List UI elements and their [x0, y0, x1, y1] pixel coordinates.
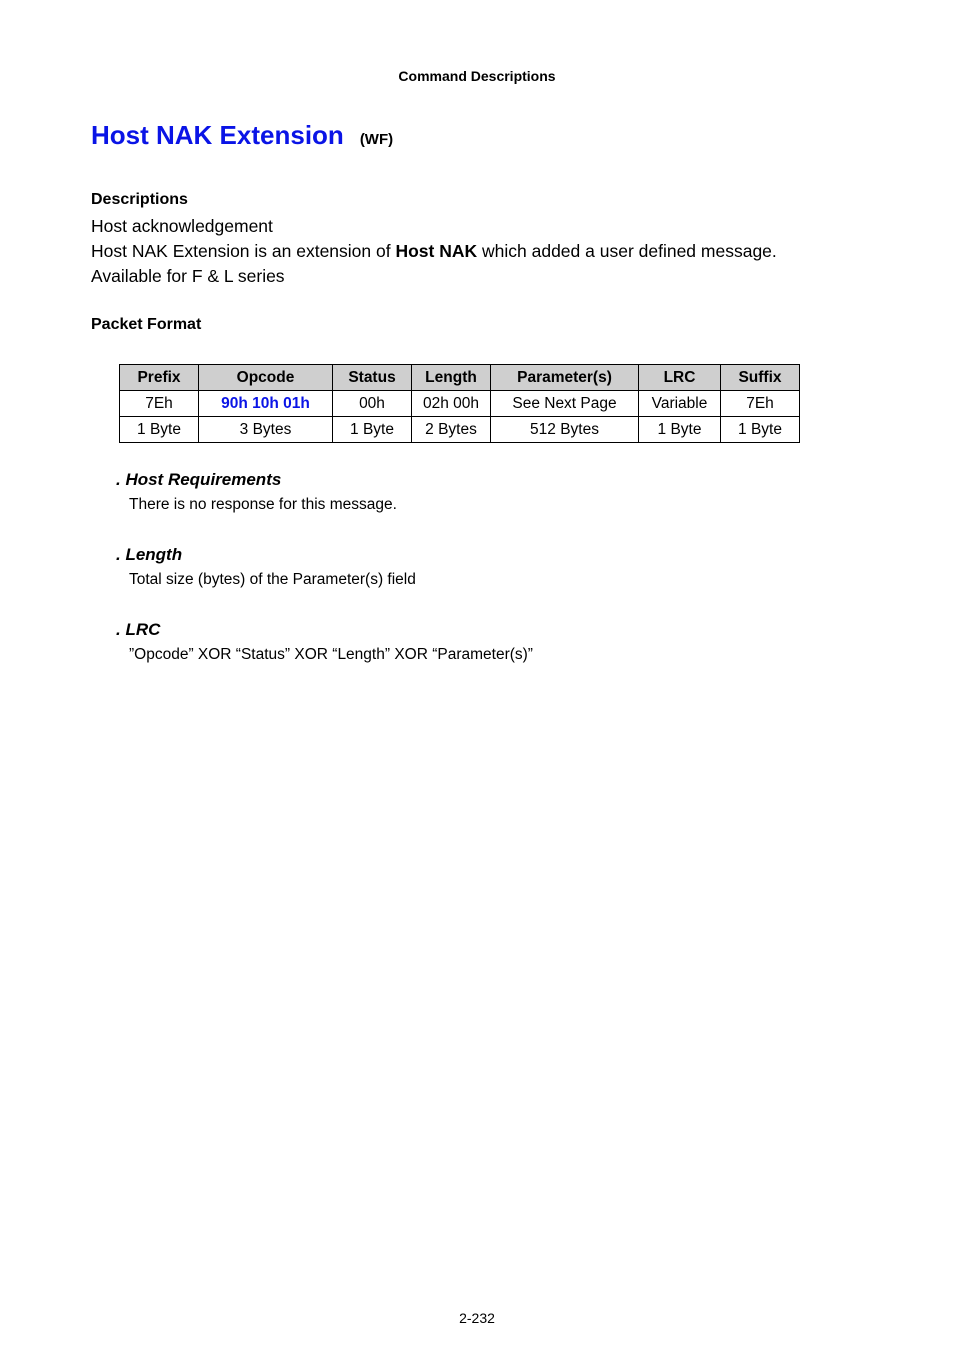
- description-line-2-post: which added a user defined message.: [477, 241, 777, 261]
- length-text: Total size (bytes) of the Parameter(s) field: [129, 571, 416, 588]
- host-requirements-heading: . Host Requirements: [116, 470, 282, 489]
- table-header-cell: LRC: [639, 365, 721, 391]
- table-header-cell: Parameter(s): [491, 365, 639, 391]
- description-line-2: [91, 241, 777, 262]
- table-cell: Variable: [639, 391, 721, 417]
- page-title: Host NAK Extension: [91, 120, 344, 150]
- description-line-3: Available for F & L series: [91, 266, 285, 286]
- table-cell: 7Eh: [721, 391, 800, 417]
- running-header: Command Descriptions: [398, 68, 556, 84]
- table-header-cell: Suffix: [721, 365, 800, 391]
- description-line-1: Host acknowledgement: [91, 216, 273, 236]
- table-cell: 1 Byte: [333, 417, 412, 443]
- packet-format-table: [119, 364, 800, 443]
- opcode-value: 90h 10h 01h: [199, 391, 333, 417]
- table-header-cell: Opcode: [199, 365, 333, 391]
- table-header-cell: Status: [333, 365, 412, 391]
- table-cell: 1 Byte: [639, 417, 721, 443]
- host-requirements-text: There is no response for this message.: [129, 496, 397, 513]
- lrc-text: ”Opcode” XOR “Status” XOR “Length” XOR “Parameter(s)”: [129, 646, 533, 663]
- table-cell: 02h 00h: [412, 391, 491, 417]
- table-header-cell: Length: [412, 365, 491, 391]
- description-line-2-pre: Host NAK Extension is an extension of: [91, 241, 396, 261]
- table-row: [120, 391, 800, 417]
- table-header-cell: Prefix: [120, 365, 199, 391]
- table-cell: 1 Byte: [120, 417, 199, 443]
- page-number: 2-232: [459, 1310, 495, 1326]
- table-cell: 00h: [333, 391, 412, 417]
- title-row: [91, 120, 393, 151]
- table-cell: 2 Bytes: [412, 417, 491, 443]
- packet-format-heading: Packet Format: [91, 316, 202, 333]
- table-cell: See Next Page: [491, 391, 639, 417]
- table-cell: 7Eh: [120, 391, 199, 417]
- table-cell: 3 Bytes: [199, 417, 333, 443]
- table-header-row: [120, 365, 800, 391]
- table-row: [120, 417, 800, 443]
- table-cell: 512 Bytes: [491, 417, 639, 443]
- length-heading: . Length: [116, 545, 183, 564]
- host-nak-reference: Host NAK: [395, 241, 478, 261]
- command-code: (WF): [359, 131, 394, 148]
- table-cell: 1 Byte: [721, 417, 800, 443]
- descriptions-heading: Descriptions: [91, 191, 188, 208]
- lrc-heading: . LRC: [116, 620, 161, 639]
